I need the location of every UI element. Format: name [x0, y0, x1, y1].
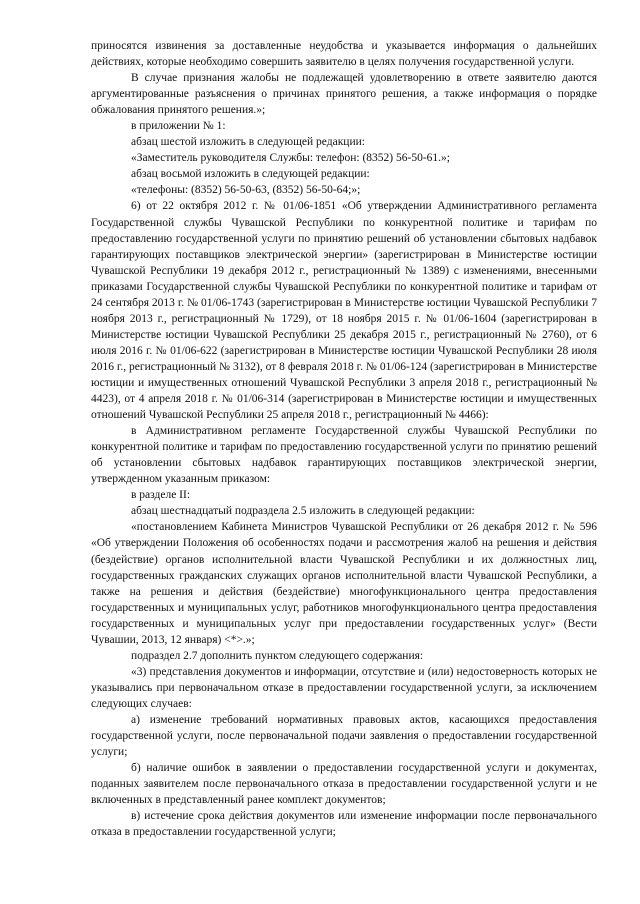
paragraph: подраздел 2.7 дополнить пунктом следующего содержания:	[131, 649, 424, 662]
paragraph: б) наличие ошибок в заявлении о предоставлении государственной услуги и документах, поданных заявителем после первоначального отказа в предоставлении государственной услуги и не включенных в представленный ранее комплект документов;	[91, 762, 597, 807]
paragraph: «Заместитель руководителя Службы: телефон: (8352) 56-50-61.»;	[131, 152, 450, 165]
paragraph: В случае признания жалобы не подлежащей удовлетворению в ответе заявителю даются аргументированные разъяснения о причинах принятого решения, а также информация о порядке обжалования принятого решения.»;	[91, 72, 597, 117]
paragraph: в Административном регламенте Государственной службы Чувашской Республики по конкурентной политике и тарифам по предоставлению государственной услуги по принятию решений об установлении сбытовых надбавок гарантирующих поставщиков электрической энергии, утвержденном указанным приказом:	[91, 425, 597, 486]
paragraph: в приложении № 1:	[131, 120, 226, 133]
paragraph: абзац шестой изложить в следующей редакции:	[131, 136, 365, 149]
paragraph: «3) представления документов и информации, отсутствие и (или) недостоверность которых не указывались при первоначальном отказе в предоставлении государственной услуги, за исключением следующих случаев:	[91, 665, 597, 710]
paragraph: приносятся извинения за доставленные неудобства и указывается информация о дальнейших действиях, которые необходимо совершить заявителю в целях получения государственной услуги.	[91, 40, 597, 69]
paragraph: в) истечение срока действия документов или изменение информации после первоначального отказа в предоставлении государственной услуги;	[91, 810, 597, 839]
paragraph: абзац шестнадцатый подраздела 2.5 изложить в следующей редакции:	[131, 505, 475, 518]
paragraph: абзац восьмой изложить в следующей редакции:	[131, 168, 370, 181]
document-body	[91, 38, 597, 840]
paragraph: а) изменение требований нормативных правовых актов, касающихся предоставления государственной услуги, после первоначальной подачи заявления о предоставлении государственной услуги;	[91, 713, 597, 759]
paragraph: «постановлением Кабинета Министров Чувашской Республики от 26 декабря 2012 г. № 596 «Об утверждении Положения об особенностях подачи и рассмотрения жалоб на решения и действия (бездействие) органов исполнительной власти Чувашской Республики и их должностных лиц, государственных гражданских служащих органов исполнительной власти Чувашской Республики, а также на решения и действия (бездействие) многофункционального центра предоставления государственных и муниципальных услуг, работников многофункционального центра предоставления государственных и муниципальных услуг при предоставлении государственных услуг» (Вести Чувашии, 2013, 12 января) <*>.»;	[91, 521, 597, 646]
paragraph: 6) от 22 октября 2012 г. № 01/06-1851 «Об утверждении Административного регламента Государственной службы Чувашской Республики по конкурентной политике и тарифам по предоставлению государственной услуги по принятию решений об установлении сбытовых надбавок гарантирующих поставщиков электрической энергии» (зарегистрирован в Министерстве юстиции Чувашской Республики 19 декабря 2012 г., регистрационный № 1389) с изменениями, внесенными приказами Государственной службы Чувашской Республики по конкурентной политике и тарифам от 24 сентября 2013 г. № 01/06-1743 (зарегистрирован в Министерстве юстиции Чувашской Республики 7 ноября 2013 г., регистрационный № 1729), от 18 ноября 2015 г. № 01/06-1604 (зарегистрирован в Министерстве юстиции Чувашской Республики 25 декабря 2015 г., регистрационный № 2760), от 6 июля 2016 г. № 01/06-622 (зарегистрирован в Министерстве юстиции Чувашской Республики 28 июля 2016 г., регистрационный № 3132), от 8 февраля 2018 г. № 01/06-124 (зарегистрирован в Министерстве юстиции и имущественных отношений Чувашской Республики 3 апреля 2018 г., регистрационный № 4423), от 4 апреля 2018 г. № 01/06-314 (зарегистрирован в Министерстве юстиции и имущественных отношений Чувашской Республики 25 апреля 2018 г., регистрационный № 4466):	[91, 200, 597, 422]
paragraph: в разделе II:	[131, 489, 191, 502]
paragraph: «телефоны: (8352) 56-50-63, (8352) 56-50-64;»;	[131, 184, 361, 197]
